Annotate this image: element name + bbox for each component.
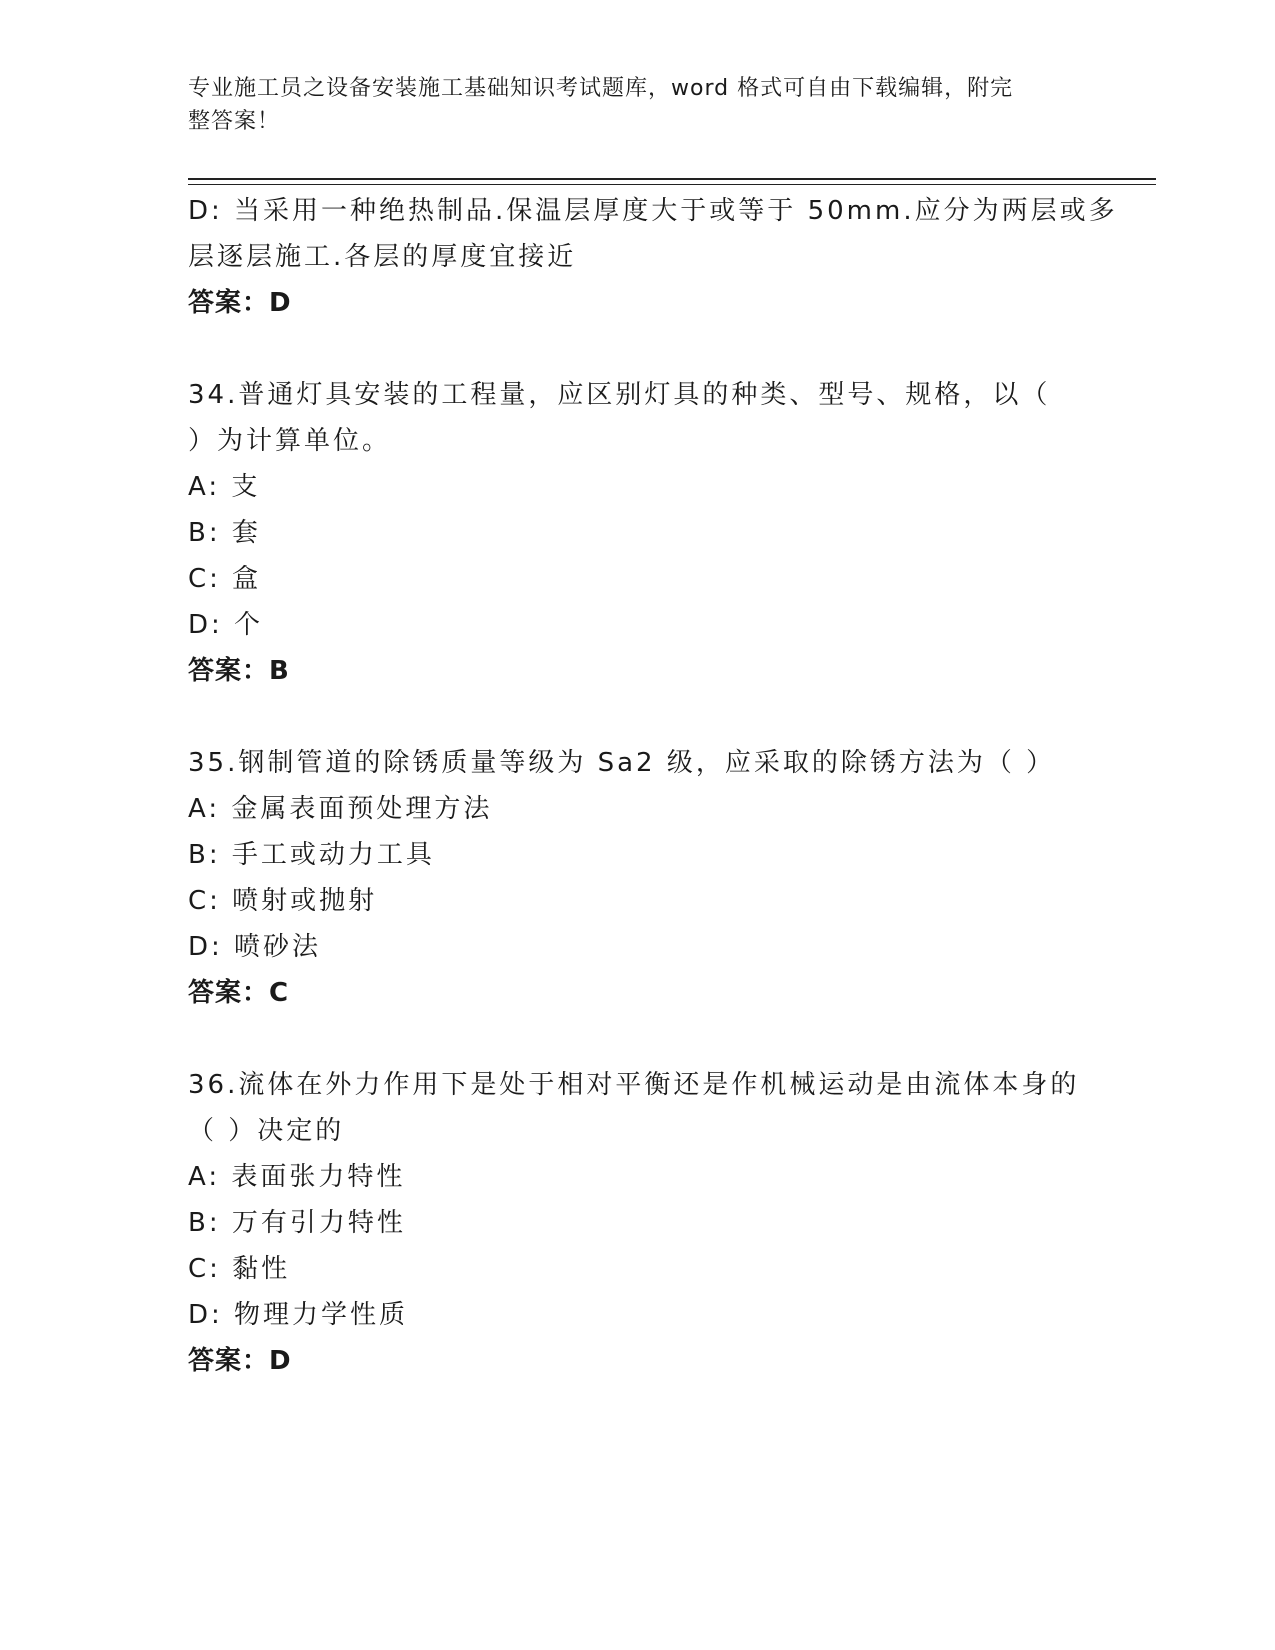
spacer [188, 326, 1088, 372]
spacer [188, 1016, 1088, 1062]
answer-label: 答案：D [188, 1346, 292, 1376]
option-b: B: 万有引力特性 [188, 1208, 406, 1238]
option-d: D: 个 [188, 610, 264, 640]
question-stem: 34.普通灯具安装的工程量，应区别灯具的种类、型号、规格，以（ [188, 380, 1051, 410]
option-c: C: 喷射或抛射 [188, 886, 378, 916]
document-header [188, 72, 1088, 138]
option-a: A: 支 [188, 472, 261, 502]
answer-label: 答案：D [188, 288, 292, 318]
option-d-continued: 层逐层施工.各层的厚度宜接近 [188, 242, 577, 272]
option-b: B: 套 [188, 518, 261, 548]
header-divider-thin [188, 184, 1156, 185]
option-d: D: 当采用一种绝热制品.保温层厚度大于或等于 50mm.应分为两层或多 [188, 196, 1118, 226]
question-stem-continued: ）为计算单位。 [188, 426, 392, 456]
question-stem: 35.钢制管道的除锈质量等级为 Sa2 级，应采取的除锈方法为（ ） [188, 748, 1056, 778]
question-33-tail [188, 188, 1118, 326]
question-34 [188, 372, 1088, 694]
option-d: D: 喷砂法 [188, 932, 322, 962]
header-divider-thick [188, 178, 1156, 180]
answer-label: 答案：C [188, 978, 290, 1008]
option-c: C: 盒 [188, 564, 262, 594]
option-d: D: 物理力学性质 [188, 1300, 409, 1330]
question-stem: 36.流体在外力作用下是处于相对平衡还是作机械运动是由流体本身的 [188, 1070, 1080, 1100]
question-36 [188, 1062, 1088, 1384]
answer-label: 答案：B [188, 656, 290, 686]
option-a: A: 金属表面预处理方法 [188, 794, 493, 824]
question-stem-continued: （ ）决定的 [188, 1116, 345, 1146]
header-line-1: 专业施工员之设备安装施工基础知识考试题库，word 格式可自由下载编辑，附完 [188, 76, 1014, 101]
question-list [188, 188, 1118, 1384]
header-line-2: 整答案！ [188, 109, 281, 134]
spacer [188, 694, 1088, 740]
question-35 [188, 740, 1088, 1016]
option-b: B: 手工或动力工具 [188, 840, 435, 870]
option-a: A: 表面张力特性 [188, 1162, 406, 1192]
option-c: C: 黏性 [188, 1254, 291, 1284]
